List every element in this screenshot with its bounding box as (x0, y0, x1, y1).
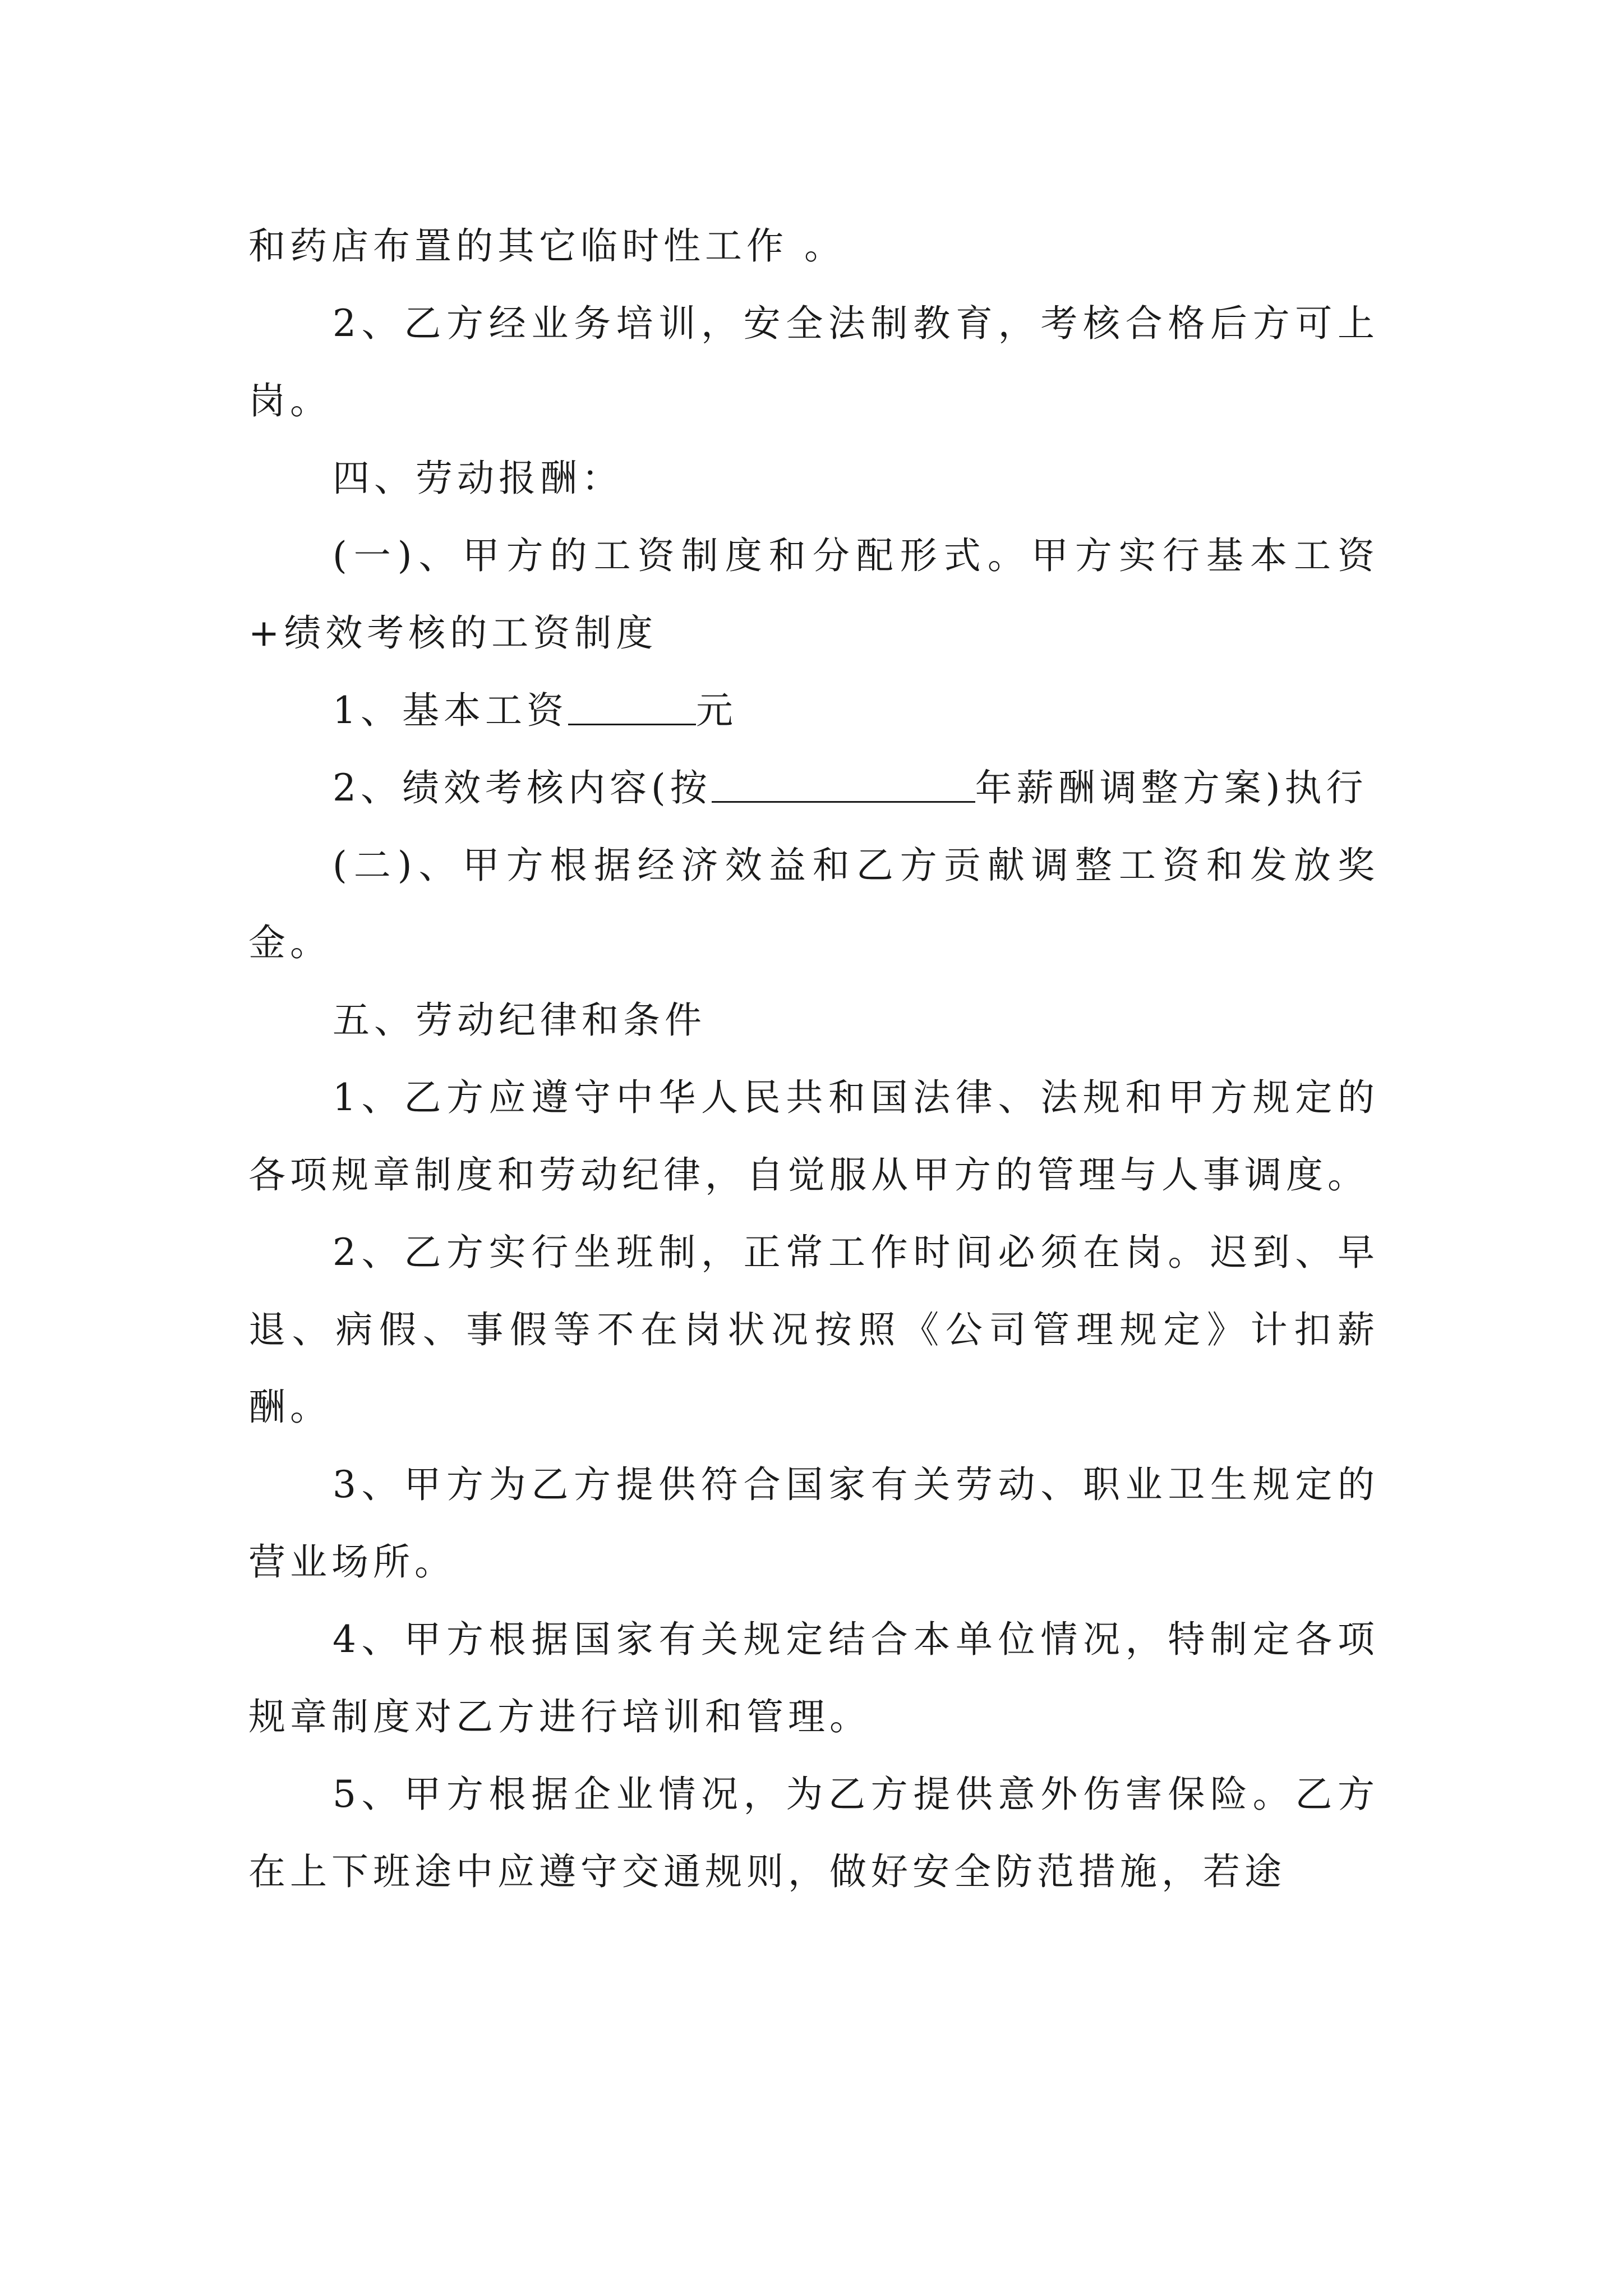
performance-year-blank (712, 770, 975, 803)
section-heading-remuneration: 四、劳动报酬： (333, 457, 623, 500)
section-heading-discipline: 五、劳动纪律和条件 (333, 999, 706, 1042)
base-wage-blank (568, 692, 696, 725)
paragraph-wage-system: (一)、甲方的工资制度和分配形式。甲方实行基本工资+绩效考核的工资制度 (248, 534, 1379, 655)
performance-label: 2、绩效考核内容(按 (333, 766, 712, 809)
base-wage-unit: 元 (696, 689, 737, 732)
base-wage-label: 1、基本工资 (333, 689, 568, 732)
paragraph-performance (248, 749, 1379, 827)
paragraph-discipline-5: 5、甲方根据企业情况，为乙方提供意外伤害保险。乙方在上下班途中应遵守交通规则，做好安全防范措施，若途 (248, 1773, 1379, 1893)
document-body (248, 208, 1379, 1911)
paragraph-base-wage (248, 672, 1379, 749)
paragraph-discipline-4: 4、甲方根据国家有关规定结合本单位情况，特制定各项规章制度对乙方进行培训和管理。 (248, 1618, 1379, 1738)
paragraph-bonus: (二)、甲方根据经济效益和乙方贡献调整工资和发放奖金。 (248, 844, 1379, 964)
performance-tail: 年薪酬调整方案)执行 (975, 766, 1368, 809)
paragraph-discipline-2: 2、乙方实行坐班制，正常工作时间必须在岗。迟到、早退、病假、事假等不在岗状况按照《公司管理规定》计扣薪酬。 (248, 1231, 1379, 1429)
paragraph-discipline-1: 1、乙方应遵守中华人民共和国法律、法规和甲方规定的各项规章制度和劳动纪律，自觉服从甲方的管理与人事调度。 (248, 1076, 1379, 1197)
paragraph-1: 和药店布置的其它临时性工作 。 (248, 224, 846, 268)
paragraph-2: 2、乙方经业务培训，安全法制教育，考核合格后方可上岗。 (248, 302, 1379, 422)
paragraph-discipline-3: 3、甲方为乙方提供符合国家有关劳动、职业卫生规定的营业场所。 (248, 1463, 1379, 1584)
